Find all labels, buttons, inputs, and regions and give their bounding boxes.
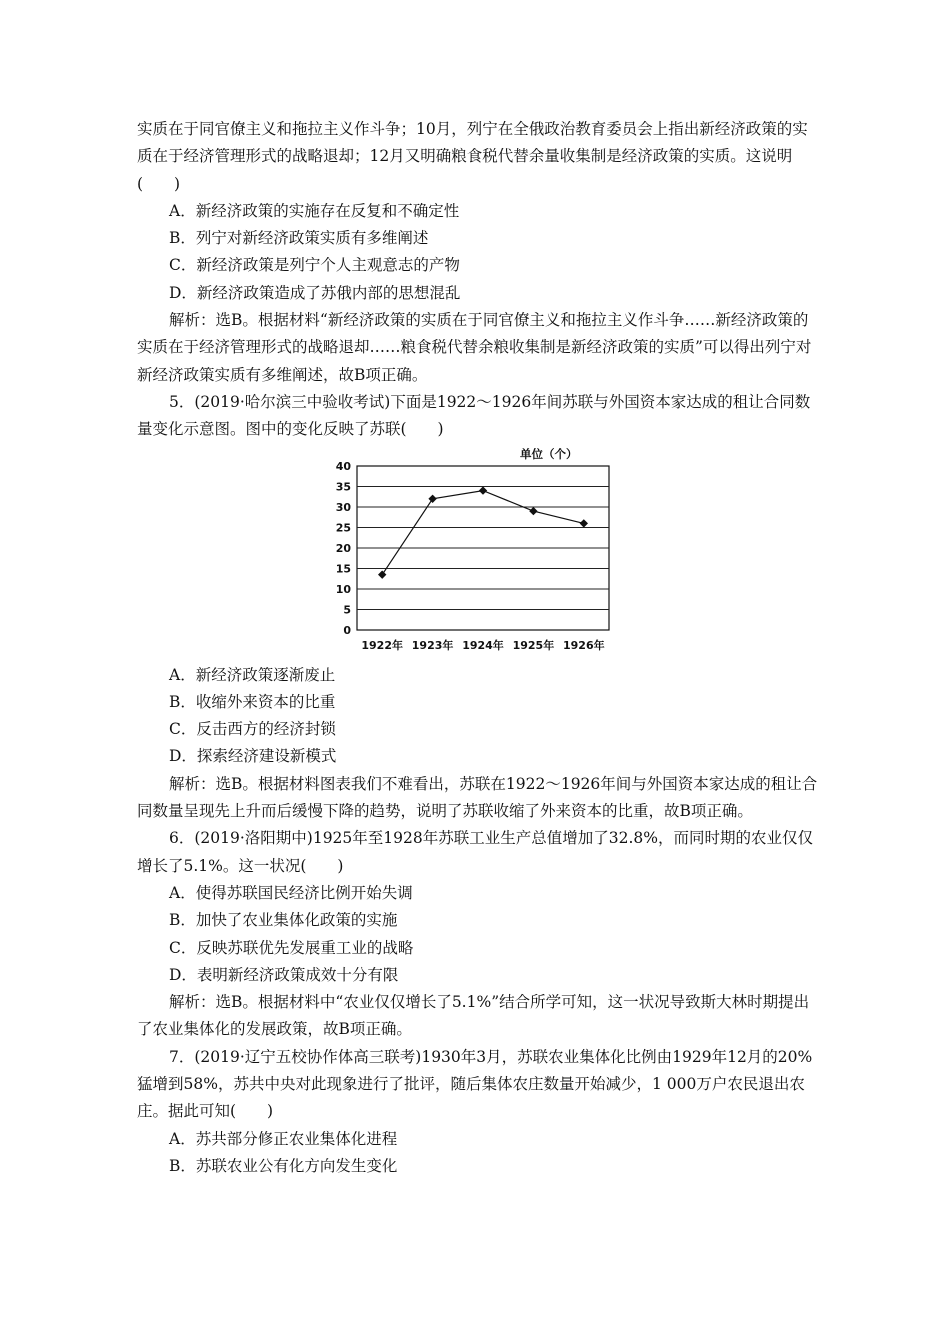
q5-option-d: D．探索经济建设新模式: [169, 747, 337, 766]
chart-y-tick-label: 35: [335, 480, 351, 494]
chart-y-tick-label: 15: [335, 562, 351, 576]
chart-y-unit-label: 单位（个）: [520, 446, 578, 461]
q5-option-a: A．新经济政策逐渐废止: [169, 665, 336, 684]
chart-data-point: [580, 519, 588, 527]
q5-option-b: B．收缩外来资本的比重: [169, 692, 336, 711]
chart-y-tick-label: 25: [335, 521, 351, 535]
q6-analysis: 解析：选B。根据材料中“农业仅仅增长了5.1%”结合所学可知，这一状况导致斯大林时期提出了农业集体化的发展政策，故B项正确。: [137, 993, 810, 1039]
q7-option-b: B．苏联农业公有化方向发生变化: [169, 1156, 398, 1175]
q4-analysis: 解析：选B。根据材料“新经济政策的实质在于同官僚主义和拖拉主义作斗争……新经济政策的实质在于经济管理形式的战略退却……粮食税代替余粮收集制是新经济政策的实质”可以得出列宁对新经济政策实质有多维阐述，故B项正确。: [137, 311, 812, 384]
chart-x-tick-label: 1923年: [411, 638, 454, 652]
document-page: [137, 116, 819, 1180]
chart-series-line: [382, 490, 584, 574]
chart-x-tick-label: 1925年: [512, 638, 555, 652]
chart-y-tick-label: 0: [343, 623, 351, 637]
chart-data-point: [529, 506, 537, 514]
q6-option-b: B．加快了农业集体化政策的实施: [169, 911, 398, 930]
q4-option-a: A．新经济政策的实施存在反复和不确定性: [169, 201, 460, 220]
q4-option-c: C．新经济政策是列宁个人主观意志的产物: [169, 256, 460, 275]
chart-y-tick-label: 10: [335, 582, 351, 596]
q5-line-chart: [317, 446, 657, 660]
q6-option-c: C．反映苏联优先发展重工业的战略: [169, 938, 414, 957]
q5-option-c: C．反击西方的经济封锁: [169, 720, 336, 739]
chart-data-point: [378, 570, 386, 578]
chart-x-tick-label: 1926年: [562, 638, 605, 652]
chart-data-point: [479, 486, 487, 494]
chart-y-tick-label: 5: [343, 603, 351, 617]
q7-stem: 7．(2019·辽宁五校协作体高三联考)1930年3月，苏联农业集体化比例由1929年12月的20%猛增到58%，苏共中央对此现象进行了批评，随后集体农庄数量开始减少，1 000万户农民退出农庄。据此可知( ): [137, 1047, 813, 1121]
chart-y-tick-label: 40: [335, 459, 351, 473]
q6-option-d: D．表明新经济政策成效十分有限: [169, 965, 399, 984]
q5-stem: 5．(2019·哈尔滨三中验收考试)下面是1922～1926年间苏联与外国资本家达成的租让合同数量变化示意图。图中的变化反映了苏联( ): [137, 392, 811, 439]
chart-x-tick-label: 1922年: [361, 638, 404, 652]
chart-data-point: [428, 494, 436, 502]
chart-x-tick-label: 1924年: [462, 638, 504, 652]
q5-analysis: 解析：选B。根据材料图表我们不难看出，苏联在1922～1926年间与外国资本家达成的租让合同数量呈现先上升而后缓慢下降的趋势，说明了苏联收缩了外来资本的比重，故B项正确。: [137, 774, 818, 821]
chart-y-tick-label: 30: [335, 500, 351, 514]
q6-stem: 6．(2019·洛阳期中)1925年至1928年苏联工业生产总值增加了32.8%，而同时期的农业仅仅增长了5.1%。这一状况( ): [137, 829, 813, 875]
q4-option-b: B．列宁对新经济政策实质有多维阐述: [169, 229, 429, 248]
q5-chart-container: [137, 446, 819, 660]
chart-y-tick-label: 20: [335, 541, 351, 555]
q4-option-d: D．新经济政策造成了苏俄内部的思想混乱: [169, 283, 461, 302]
question-4-stem-continuation: 实质在于同官僚主义和拖拉主义作斗争；10月，列宁在全俄政治教育委员会上指出新经济政策的实质在于经济管理形式的战略退却；12月又明确粮食税代替余量收集制是经济政策的实质。这说明( ): [137, 120, 808, 193]
q7-option-a: A．苏共部分修正农业集体化进程: [169, 1129, 398, 1148]
q6-option-a: A．使得苏联国民经济比例开始失调: [169, 883, 413, 902]
